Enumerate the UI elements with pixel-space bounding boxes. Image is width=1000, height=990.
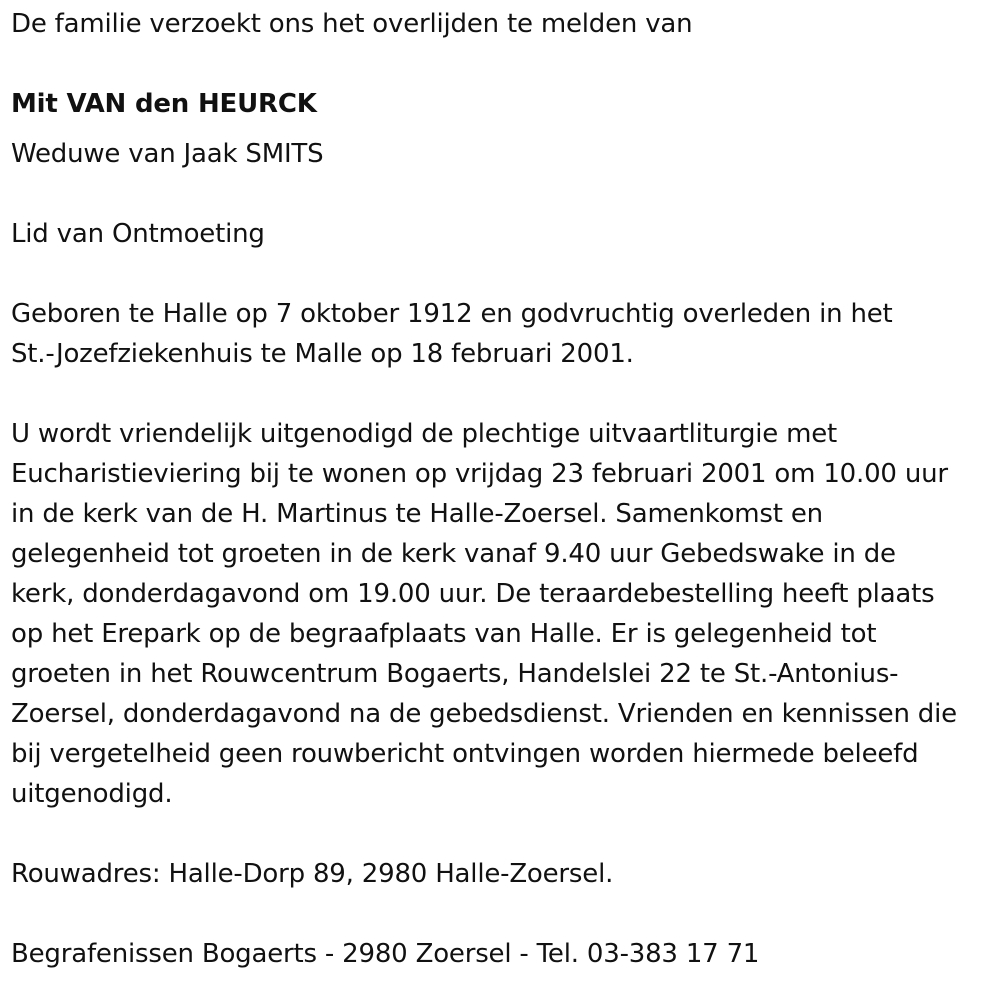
birth-death-paragraph	[11, 294, 991, 374]
paragraph-line: Geboren te Halle op 7 oktober 1912 en godvruchtig overleden in het	[11, 299, 893, 329]
deceased-name: Mit VAN den HEURCK	[11, 89, 317, 119]
intro-text: De familie verzoekt ons het overlijden te melden van	[11, 9, 693, 39]
paragraph-line: U wordt vriendelijk uitgenodigd de plechtige uitvaartliturgie met	[11, 419, 838, 449]
paragraph-line: St.-Jozefziekenhuis te Malle op 18 februari 2001.	[11, 339, 634, 369]
paragraph-line: Eucharistieviering bij te wonen op vrijdag 23 februari 2001 om 10.00 uur	[11, 459, 948, 489]
funeral-invitation-paragraph	[11, 414, 991, 814]
paragraph-line: Zoersel, donderdagavond na de gebedsdienst. Vrienden en kennissen die	[11, 699, 957, 729]
paragraph-line: op het Erepark op de begraafplaats van Halle. Er is gelegenheid tot	[11, 619, 877, 649]
membership-text: Lid van Ontmoeting	[11, 219, 265, 249]
mourning-address: Rouwadres: Halle-Dorp 89, 2980 Halle-Zoersel.	[11, 859, 614, 889]
undertaker-contact: Begrafenissen Bogaerts - 2980 Zoersel - Tel. 03-383 17 71	[11, 939, 760, 969]
widow-of-text: Weduwe van Jaak SMITS	[11, 139, 324, 169]
paragraph-line: groeten in het Rouwcentrum Bogaerts, Handelslei 22 te St.-Antonius-	[11, 659, 899, 689]
paragraph-line: gelegenheid tot groeten in de kerk vanaf 9.40 uur Gebedswake in de	[11, 539, 896, 569]
paragraph-line: uitgenodigd.	[11, 779, 173, 809]
paragraph-line: bij vergetelheid geen rouwbericht ontvingen worden hiermede beleefd	[11, 739, 919, 769]
paragraph-line: in de kerk van de H. Martinus te Halle-Zoersel. Samenkomst en	[11, 499, 823, 529]
paragraph-line: kerk, donderdagavond om 19.00 uur. De teraardebestelling heeft plaats	[11, 579, 935, 609]
